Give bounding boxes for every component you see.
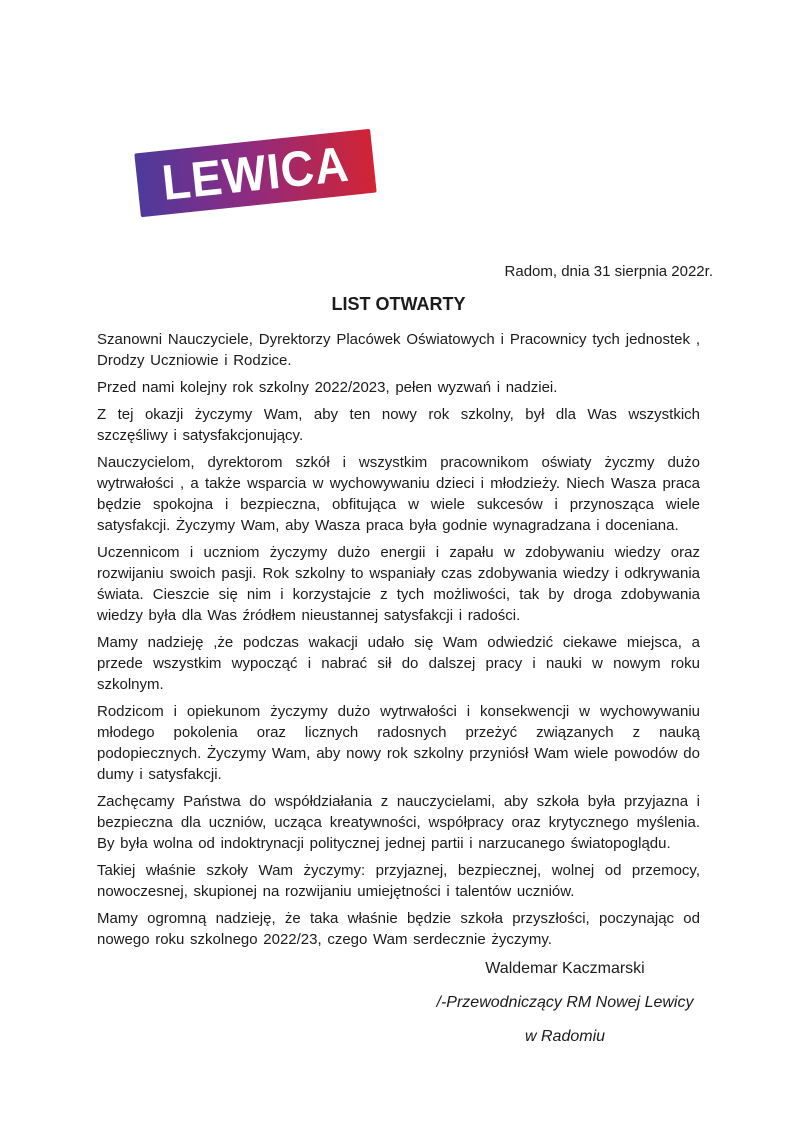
signature-name: Waldemar Kaczmarski: [485, 960, 645, 977]
lewica-logo: [134, 129, 376, 217]
cooperation-paragraph: Zachęcamy Państwa do współdziałania z nauczycielami, aby szkoła była przyjazna i bezpieczna dla uczniów, ucząca kreatywności, współpracy oraz krytycznego myślenia. By była wolna od indoktrynacji politycznej jednej partii i narzucanego światopoglądu.: [97, 793, 700, 852]
school-vision-paragraph: Takiej właśnie szkoły Wam życzymy: przyjaznej, bezpiecznej, wolnej od przemocy, nowoczesnej, skupionej na rozwijaniu umiejętności i talentów uczniów.: [97, 862, 700, 900]
signature-block: [395, 958, 735, 1047]
signature-location: w Radomiu: [524, 1028, 606, 1045]
wishes-parents-paragraph: Rodzicom i opiekunom życzymy dużo wytrwałości i konsekwencji w wychowywaniu młodego pokolenia oraz licznych radosnych przeżyć związanych z nauką podopiecznych. Życzymy Wam, aby nowy rok szkolny przyniósł Wam wiele powodów do dumy i satysfakcji.: [97, 703, 700, 783]
date-line: Radom, dnia 31 sierpnia 2022r.: [504, 263, 713, 280]
wishes-students-paragraph: Uczennicom i uczniom życzymy dużo energii i zapału w zdobywaniu wiedzy oraz rozwijaniu swoich pasji. Rok szkolny to wspaniały czas zdobywania wiedzy i odkrywania świata. Cieszcie się nim i korzystajcie z tych możliwości, tak by droga zdobywania wiedzy była dla Was źródłem nieustannej satysfakcji i radości.: [97, 544, 700, 624]
letter-title: LIST OTWARTY: [331, 294, 466, 314]
letter-content: [97, 261, 713, 1060]
wishes-all-paragraph: Z tej okazji życzymy Wam, aby ten nowy rok szkolny, był dla Was wszystkich szczęśliwy i satysfakcjonujący.: [97, 406, 700, 444]
closing-paragraph: Mamy ogromną nadzieję, że taka właśnie będzie szkoła przyszłości, poczynając od nowego roku szkolnego 2022/23, czego Wam serdecznie życzymy.: [97, 910, 700, 948]
salutation-paragraph: Szanowni Nauczyciele, Dyrektorzy Placówek Oświatowych i Pracownicy tych jednostek , Drodzy Uczniowie i Rodzice.: [97, 331, 700, 369]
vacation-paragraph: Mamy nadzieję ,że podczas wakacji udało się Wam odwiedzić ciekawe miejsca, a przede wszystkim wypocząć i nabrać sił do dalszej pracy i nauki w nowym roku szkolnym.: [97, 634, 700, 693]
lewica-logo-text: LEWICA: [159, 135, 352, 211]
signature-role: /-Przewodniczący RM Nowej Lewicy: [436, 994, 694, 1011]
intro-paragraph: Przed nami kolejny rok szkolny 2022/2023, pełen wyzwań i nadziei.: [97, 379, 558, 396]
wishes-teachers-paragraph: Nauczycielom, dyrektorom szkół i wszystkim pracownikom oświaty życzmy dużo wytrwałości , a także wsparcia w wychowywaniu dzieci i młodzieży. Niech Wasza praca będzie spokojna i bezpieczna, obfitująca w wiele sukcesów i przynosząca wiele satysfakcji. Życzymy Wam, aby Wasza praca była godnie wynagradzana i doceniana.: [97, 454, 700, 534]
